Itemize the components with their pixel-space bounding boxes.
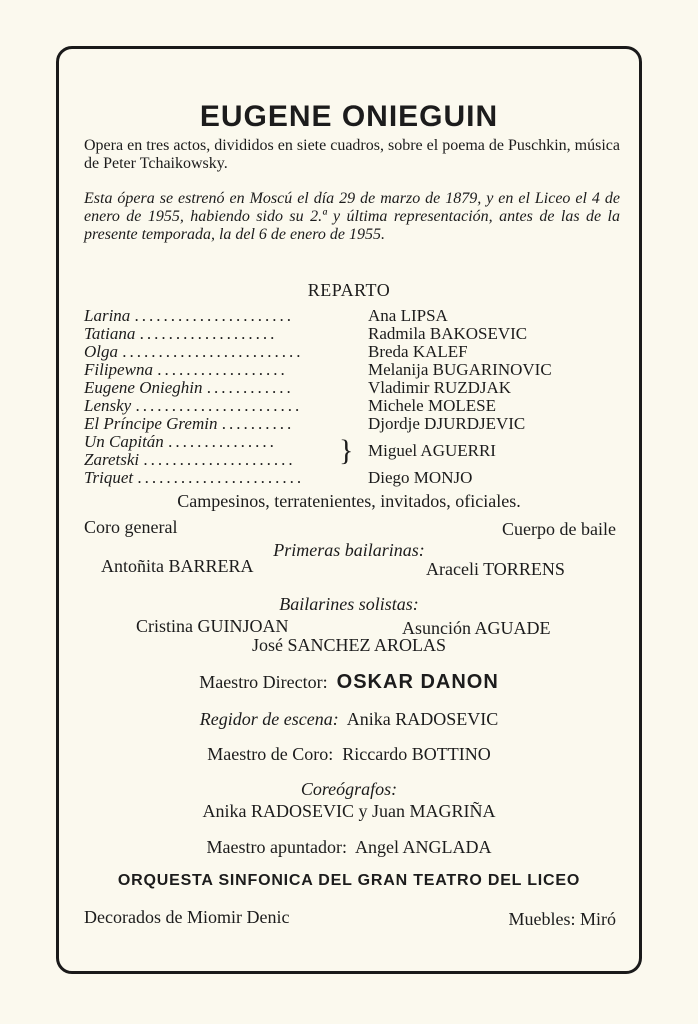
role-name: Lensky bbox=[84, 396, 132, 415]
orquesta-line: ORQUESTA SINFONICA DEL GRAN TEATRO DEL LICEO bbox=[117, 872, 581, 889]
singer-name: Ana LIPSA bbox=[368, 306, 448, 325]
cast-row bbox=[84, 307, 604, 325]
primera-bailarina-1: Antoñita BARRERA bbox=[101, 556, 254, 576]
leader-dots: ..................... bbox=[143, 450, 296, 469]
leader-dots: .......... bbox=[221, 414, 295, 433]
solista-3: José SANCHEZ AROLAS bbox=[251, 635, 447, 655]
maestro-coro-line bbox=[0, 744, 698, 765]
muebles-credit: Muebles: Miró bbox=[508, 909, 616, 929]
role-name: Zaretski bbox=[84, 450, 140, 469]
decorados-credit: Decorados de Miomir Denic bbox=[84, 907, 290, 927]
regidor-line bbox=[0, 709, 698, 730]
cast-row-double bbox=[84, 433, 604, 469]
coro-general: Coro general bbox=[84, 517, 178, 537]
primera-bailarina-2: Araceli TORRENS bbox=[426, 559, 565, 579]
maestro-director-line bbox=[0, 671, 698, 694]
leader-dots: ....................... bbox=[135, 396, 303, 415]
solista-1: Cristina GUINJOAN bbox=[136, 616, 289, 636]
primeras-bailarinas-label: Primeras bailarinas: bbox=[273, 540, 425, 560]
regidor-label: Regidor de escena: bbox=[199, 709, 339, 729]
brace-glyph: } bbox=[339, 434, 354, 467]
cast-list bbox=[84, 307, 604, 487]
director-name: OSKAR DANON bbox=[336, 671, 499, 693]
leader-dots: ......................... bbox=[122, 342, 304, 361]
role-name: Tatiana bbox=[84, 324, 136, 343]
role-name: Triquet bbox=[84, 468, 134, 487]
coreografos-names: Anika RADOSEVIC y Juan MAGRIÑA bbox=[202, 801, 496, 821]
cast-row bbox=[84, 325, 604, 343]
role-name: Un Capitán bbox=[84, 432, 164, 451]
singer-name: Radmila BAKOSEVIC bbox=[368, 324, 528, 343]
singer-name: Michele MOLESE bbox=[368, 396, 496, 415]
cast-row bbox=[84, 361, 604, 379]
cast-row bbox=[84, 397, 604, 415]
leader-dots: ............ bbox=[206, 378, 294, 397]
singer-name: Djordje DJURDJEVIC bbox=[368, 414, 526, 433]
cuerpo-de-baile: Cuerpo de baile bbox=[502, 519, 616, 539]
coro-name: Riccardo BOTTINO bbox=[342, 744, 491, 764]
singer-name: Diego MONJO bbox=[368, 468, 473, 487]
apuntador-line bbox=[0, 837, 698, 858]
opera-description: Opera en tres actos, divididos en siete cuadros, sobre el poema de Puschkin, música de Peter Tchaikowsky. bbox=[84, 137, 620, 172]
singer-name: Miguel AGUERRI bbox=[368, 441, 496, 460]
singer-name: Melanija BUGARINOVIC bbox=[368, 360, 552, 379]
solista-2: Asunción AGUADE bbox=[402, 618, 551, 638]
opera-title: EUGENE ONIEGUIN bbox=[199, 100, 499, 133]
cast-row bbox=[84, 415, 604, 433]
leader-dots: ............... bbox=[168, 432, 277, 451]
role-name: Eugene Onieghin bbox=[84, 378, 203, 397]
coro-label: Maestro de Coro: bbox=[207, 744, 334, 764]
cast-row bbox=[84, 469, 604, 487]
leader-dots: ................... bbox=[139, 324, 278, 343]
bailarines-solistas-label: Bailarines solistas: bbox=[279, 594, 419, 614]
singer-name: Vladimir RUZDJAK bbox=[368, 378, 512, 397]
singer-name: Breda KALEF bbox=[368, 342, 468, 361]
cast-row bbox=[84, 379, 604, 397]
reparto-heading: REPARTO bbox=[307, 280, 391, 300]
coreografos-label: Coreógrafos: bbox=[300, 779, 398, 799]
apuntador-label: Maestro apuntador: bbox=[206, 837, 347, 857]
leader-dots: ....................... bbox=[137, 468, 305, 487]
regidor-name: Anika RADOSEVIC bbox=[346, 709, 499, 729]
role-name: El Príncipe Gremin bbox=[84, 414, 218, 433]
leader-dots: ...................... bbox=[134, 306, 295, 325]
leader-dots: .................. bbox=[157, 360, 288, 379]
role-name: Larina bbox=[84, 306, 131, 325]
premiere-history: Esta ópera se estrenó en Moscú el día 29 de marzo de 1879, y en el Liceo el 4 de enero de 1955, habiendo sido su 2.ª y última representación, antes de las de la presente temporada, la del 6 de enero de 1955. bbox=[84, 190, 620, 243]
extras-line: Campesinos, terratenientes, invitados, oficiales. bbox=[177, 491, 521, 511]
director-label: Maestro Director: bbox=[199, 672, 328, 692]
role-name: Olga bbox=[84, 342, 118, 361]
apuntador-name: Angel ANGLADA bbox=[354, 837, 492, 857]
cast-row bbox=[84, 343, 604, 361]
role-name: Filipewna bbox=[84, 360, 153, 379]
